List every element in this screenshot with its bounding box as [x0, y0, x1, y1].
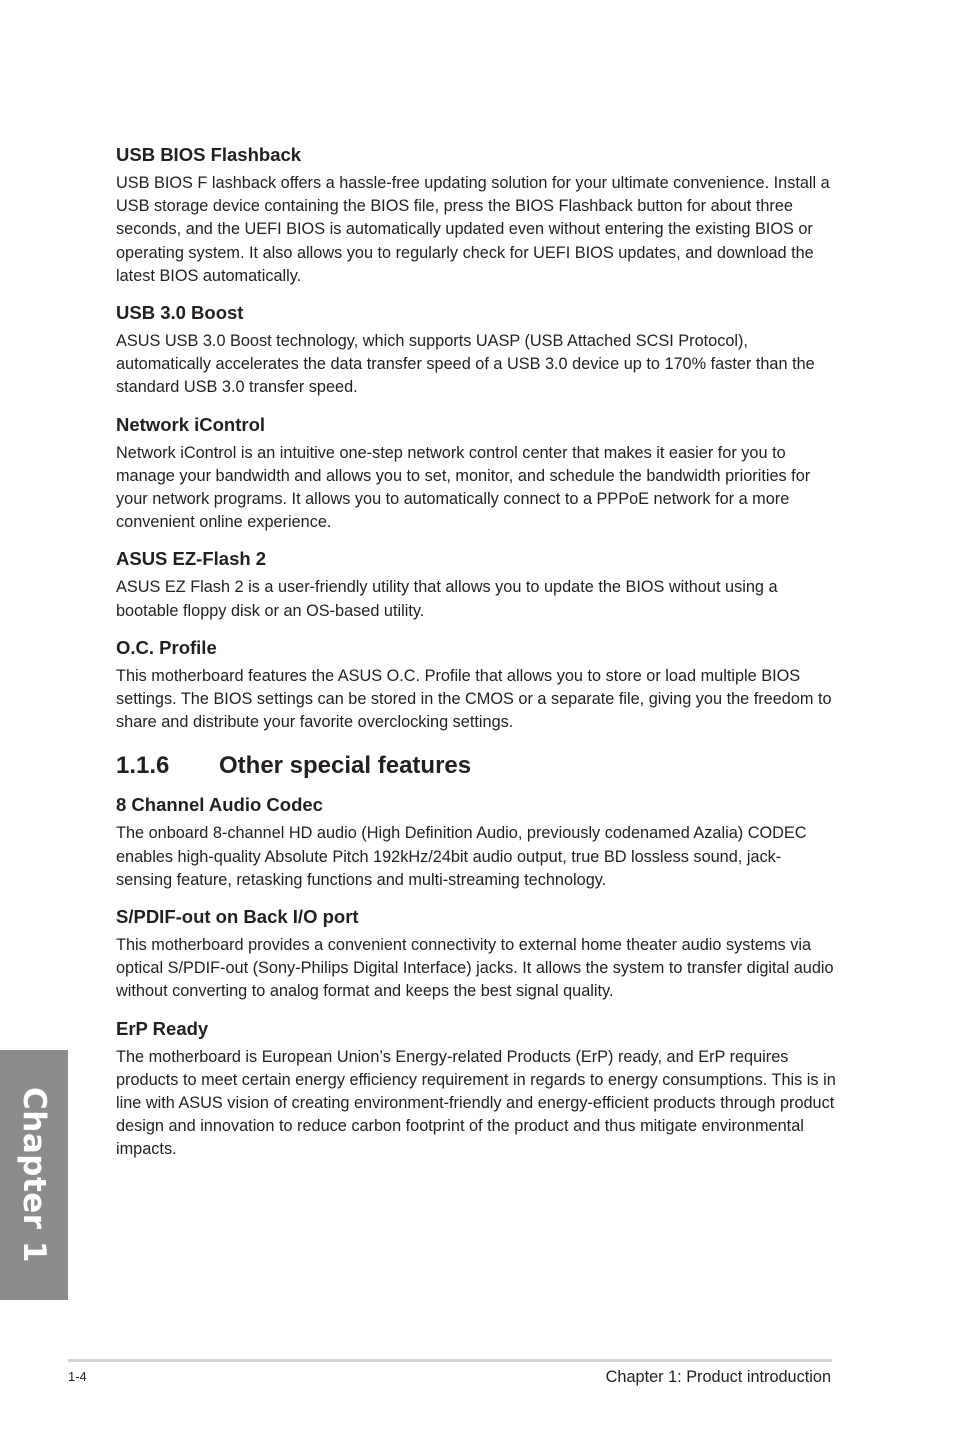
feature-description: The motherboard is European Union’s Energy-related Products (ErP) ready, and ErP requires products to meet certain energy efficiency requirement in regards to energy consumptions. This is in line with ASUS vision of creating environment-friendly and energy-efficient products through product design and innovation to reduce carbon footprint of the product and thus mitigate environmental impacts.	[116, 1047, 836, 1159]
feature-asus-ez-flash-2	[116, 547, 836, 622]
feature-usb-3-boost	[116, 301, 836, 400]
footer-chapter-title: Chapter 1: Product introduction	[605, 1368, 831, 1386]
feature-spdif-out	[116, 905, 836, 1004]
feature-heading: O.C. Profile	[116, 636, 217, 658]
feature-heading: S/PDIF-out on Back I/O port	[116, 906, 359, 928]
section-number: 1.1.6	[116, 752, 170, 780]
feature-description: This motherboard provides a convenient connectivity to external home theater audio systems via optical S/PDIF-out (Sony-Philips Digital Interface) jacks. It allows the system to transfer digital audio without converting to analog format and keeps the best signal quality.	[116, 936, 834, 1001]
feature-8-channel-audio-codec	[116, 793, 836, 892]
feature-network-icontrol	[116, 413, 836, 535]
feature-description: Network iControl is an intuitive one-step network control center that makes it easier for you to manage your bandwidth and allows you to set, monitor, and schedule the bandwidth priorities for your network programs. It allows you to automatically connect to a PPPoE network for a more convenient online experience.	[116, 443, 811, 532]
feature-heading: USB BIOS Flashback	[116, 144, 302, 165]
feature-heading: ErP Ready	[116, 1017, 209, 1039]
section-heading	[116, 751, 836, 781]
chapter-side-tab	[0, 1050, 68, 1300]
feature-description: This motherboard features the ASUS O.C. Profile that allows you to store or load multiple BIOS settings. The BIOS settings can be stored in the CMOS or a separate file, giving you the freedom to share and distribute your favorite overclocking settings.	[116, 666, 832, 732]
feature-heading: 8 Channel Audio Codec	[116, 794, 323, 816]
feature-oc-profile	[116, 636, 836, 735]
chapter-tab-label: Chapter 1	[16, 1087, 52, 1263]
footer-page-number: 1-4	[68, 1369, 87, 1384]
feature-description: The onboard 8-channel HD audio (High Definition Audio, previously codenamed Azalia) CODEC enables high-quality Absolute Pitch 192kHz/24bit audio output, true BD lossless sound, jack-sensing feature, retasking functions and multi-streaming technology.	[116, 824, 807, 889]
page-content	[116, 143, 836, 1175]
section-title: Other special features	[219, 752, 472, 780]
footer-divider	[68, 1359, 832, 1362]
feature-description: ASUS EZ Flash 2 is a user-friendly utility that allows you to update the BIOS without using a bootable floppy disk or an OS-based utility.	[116, 578, 778, 620]
feature-description: ASUS USB 3.0 Boost technology, which supports UASP (USB Attached SCSI Protocol), automatically accelerates the data transfer speed of a USB 3.0 device up to 170% faster than the standard USB 3.0 transfer speed.	[116, 332, 815, 397]
feature-heading: USB 3.0 Boost	[116, 302, 244, 324]
feature-description: USB BIOS F lashback offers a hassle-free updating solution for your ultimate convenience. Install a USB storage device containing the BIOS file, press the BIOS Flashback button for about three seconds, and the UEFI BIOS is automatically updated even without entering the existing BIOS or operating system. It also allows you to regularly check for UEFI BIOS updates, and download the latest BIOS automatically.	[116, 174, 830, 285]
feature-heading: ASUS EZ-Flash 2	[116, 548, 267, 570]
feature-heading: Network iControl	[116, 413, 266, 435]
feature-usb-bios-flashback	[116, 143, 836, 288]
feature-erp-ready	[116, 1017, 836, 1162]
